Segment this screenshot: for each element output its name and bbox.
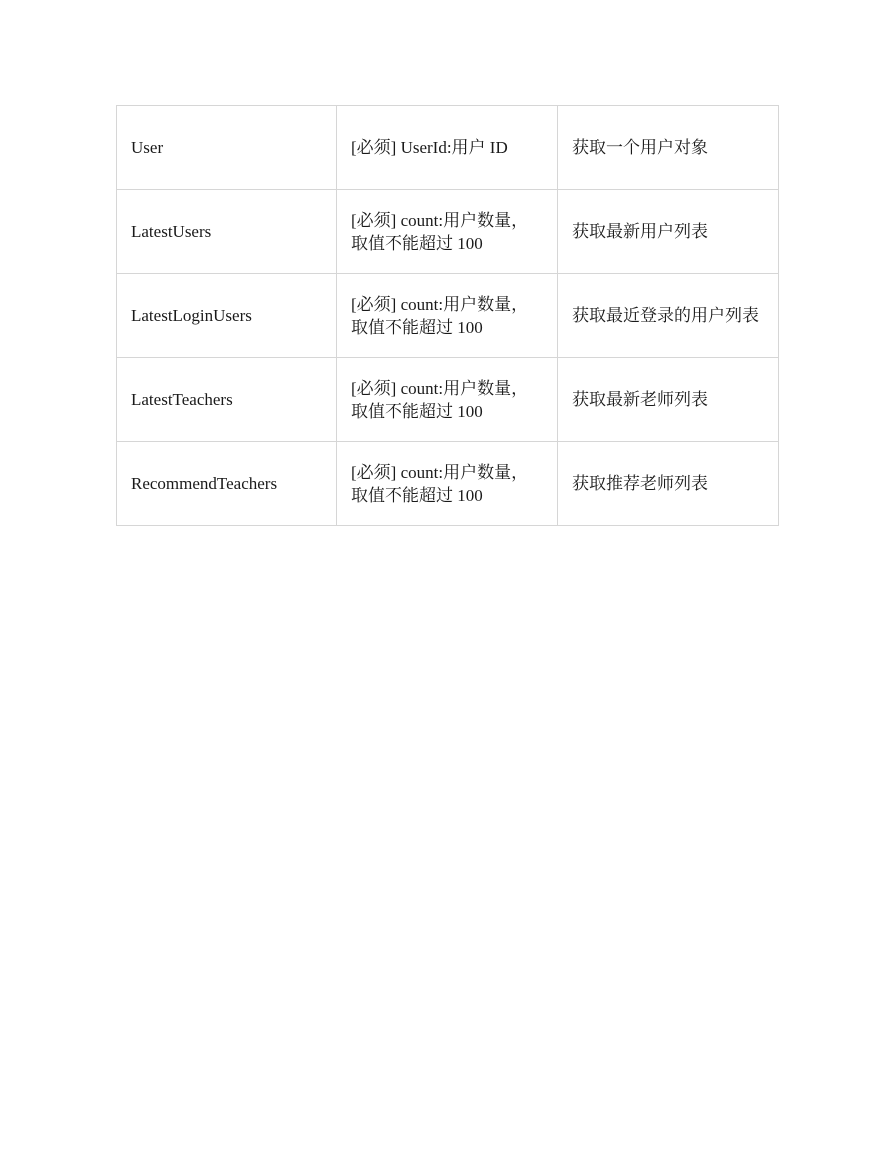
table-row — [117, 358, 779, 442]
description-cell: 获取最新老师列表 — [558, 358, 779, 442]
params-cell: [必须] count:用户数量，取值不能超过 100 — [337, 274, 558, 358]
table-row — [117, 274, 779, 358]
table-row — [117, 442, 779, 526]
params-cell: [必须] count:用户数量，取值不能超过 100 — [337, 190, 558, 274]
method-name-cell: RecommendTeachers — [117, 442, 337, 526]
description-cell: 获取一个用户对象 — [558, 106, 779, 190]
table-row — [117, 190, 779, 274]
params-cell: [必须] count:用户数量，取值不能超过 100 — [337, 358, 558, 442]
method-name-cell: LatestUsers — [117, 190, 337, 274]
description-cell: 获取最近登录的用户列表 — [558, 274, 779, 358]
params-cell: [必须] count:用户数量，取值不能超过 100 — [337, 442, 558, 526]
method-name-cell: LatestLoginUsers — [117, 274, 337, 358]
method-name-cell: LatestTeachers — [117, 358, 337, 442]
description-cell: 获取推荐老师列表 — [558, 442, 779, 526]
description-cell: 获取最新用户列表 — [558, 190, 779, 274]
table-row — [117, 106, 779, 190]
params-cell: [必须] UserId:用户 ID — [337, 106, 558, 190]
api-table — [116, 105, 779, 526]
method-name-cell: User — [117, 106, 337, 190]
